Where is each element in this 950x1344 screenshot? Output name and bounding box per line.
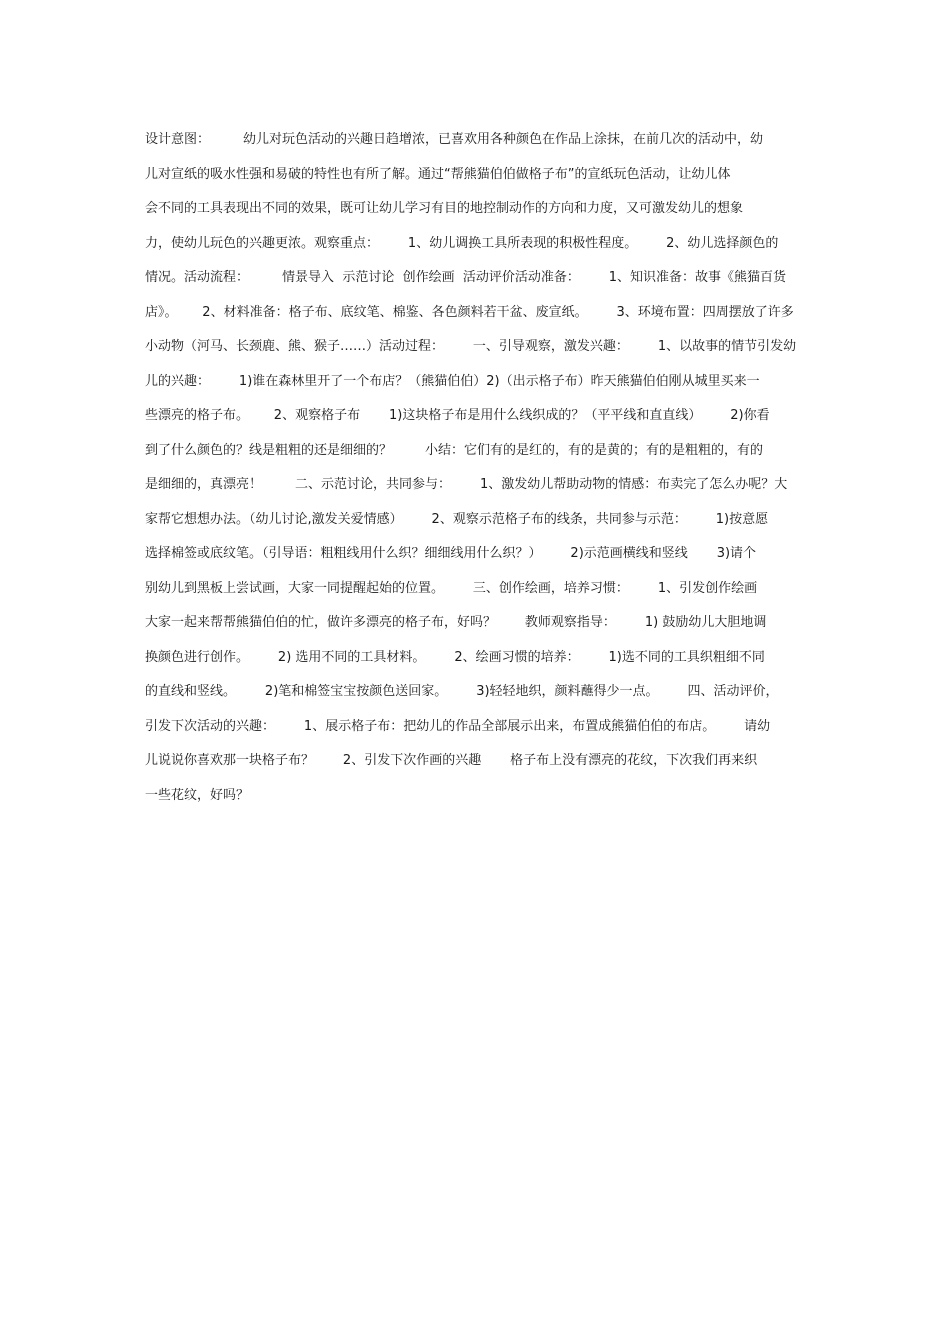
text-line: 到了什么颜色的？线是粗粗的还是细细的？ 小结：它们有的是红的，有的是黄的；有的是粗粗的，有的	[145, 442, 764, 458]
text-line: 选择棉签或底纹笔。（引导语：粗粗线用什么织？细细线用什么织？） 2)示范画横线和竖线 3)请个	[145, 546, 757, 561]
text-line: 小动物（河马、长颈鹿、熊、猴子……）活动过程： 一、引导观察，激发兴趣： 1、以故事的情节引发幼	[145, 339, 797, 354]
text-line: 大家一起来帮帮熊猫伯伯的忙，做许多漂亮的格子布，好吗？ 教师观察指导： 1) 鼓励幼儿大胆地调	[145, 615, 767, 630]
text-line: 儿的兴趣： 1)谁在森林里开了一个布店？（熊猫伯伯）2)（出示格子布）昨天熊猫伯伯刚从城里买来一	[145, 373, 760, 389]
text-line: 的直线和竖线。 2)笔和棉签宝宝按颜色送回家。 3)轻轻地织，颜料蘸得少一点。 四、活动评价，	[145, 684, 779, 699]
text-line: 店》。 2、材料准备：格子布、底纹笔、棉鉴、各色颜料若干盆、废宣纸。 3、环境布置：四周摆放了许多	[145, 304, 794, 320]
document-body	[145, 123, 810, 813]
text-line: 些漂亮的格子布。 2、观察格子布 1)这块格子布是用什么线织成的？（平平线和直直线） 2)你看	[145, 408, 770, 423]
text-line: 家帮它想想办法。（幼儿讨论,激发关爱情感） 2、观察示范格子布的线条，共同参与示范： 1)按意愿	[145, 511, 769, 527]
text-line: 设计意图： 幼儿对玩色活动的兴趣日趋增浓，已喜欢用各种颜色在作品上涂抹，在前几次的活动中，幼	[145, 132, 764, 147]
text-line: 换颜色进行创作。 2) 选用不同的工具材料。 2、绘画习惯的培养： 1)选不同的工具织粗细不同	[145, 649, 765, 665]
text-line: 一些花纹，好吗？	[145, 787, 250, 803]
text-line: 儿对宣纸的吸水性强和易破的特性也有所了解。通过“帮熊猫伯伯做格子布”的宣纸玩色活动，让幼儿体	[145, 166, 731, 182]
text-line: 会不同的工具表现出不同的效果，既可让幼儿学习有目的地控制动作的方向和力度，又可激发幼儿的想象	[145, 201, 744, 216]
text-line: 力，使幼儿玩色的兴趣更浓。观察重点： 1、幼儿调换工具所表现的积极性程度。 2、幼儿选择颜色的	[145, 235, 779, 251]
text-line: 儿说说你喜欢那一块格子布？ 2、引发下次作画的兴趣 格子布上没有漂亮的花纹，下次我们再来织	[145, 753, 758, 768]
text-line: 情况。活动流程： 情景导入 示范讨论 创作绘画 活动评价活动准备： 1、知识准备：故事《熊猫百货	[145, 270, 787, 285]
text-line: 别幼儿到黑板上尝试画，大家一同提醒起始的位置。 三、创作绘画，培养习惯： 1、引发创作绘画	[145, 580, 758, 596]
text-line: 引发下次活动的兴趣： 1、展示格子布：把幼儿的作品全部展示出来，布置成熊猫伯伯的布店。 请幼	[145, 718, 771, 734]
text-line: 是细细的，真漂亮！ 二、示范讨论，共同参与： 1、激发幼儿帮助动物的情感：布卖完了怎么办呢？大	[145, 477, 788, 492]
